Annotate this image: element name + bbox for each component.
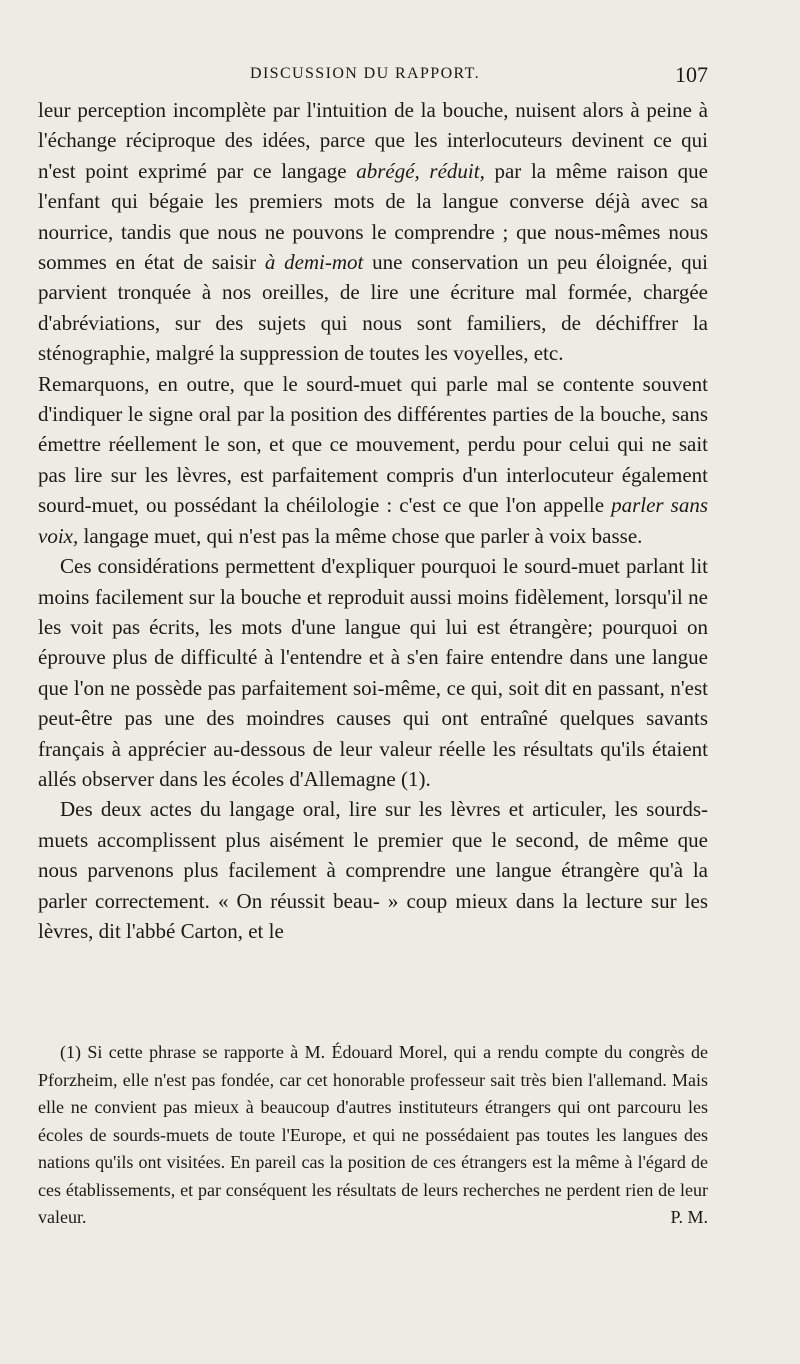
emphasis-abrege-reduit: abrégé, réduit, (356, 158, 485, 183)
paragraph-3: Ces considérations permettent d'expliquer pourquoi le sourd-muet parlant lit moins facilement sur la bouche et reproduit aussi moins fidèlement, lorsqu'il ne les voit pas écrits, les mots d'une langue qui lui est étrangère; pourquoi on éprouve plus de difficulté à l'entendre et à s'en faire entendre dans une langue que l'on ne possède pas parfaitement soi-même, ce qui, soit dit en passant, n'est peut-être pas une des moindres causes qui ont entraîné quelques savants français à apprécier au-dessous de leur valeur réelle les résultats qu'ils étaient allés observer dans les écoles d'Allemagne (1). (38, 554, 708, 791)
paragraph-4: Des deux actes du langage oral, lire sur les lèvres et articuler, les sourds-muets accomplissent plus aisément le premier que le second, de même que nous parvenons plus facilement à comprendre une langue étrangère qu'à la parler correctement. « On réussit beau- » coup mieux dans la lecture sur les lèvres, dit l'abbé Carton, et le (38, 797, 708, 943)
emphasis-parler-sans-voix: parler sans voix, (38, 493, 708, 548)
main-text (38, 95, 708, 946)
paragraph-1: leur perception incomplète par l'intuition de la bouche, nuisent alors à peine à l'échange réciproque des idées, parce que les interlocuteurs devinent ce qui n'est point exprimé par ce langage abrégé, réduit, par la même raison que l'enfant qui bégaie les premiers mots de la langue converse déjà avec sa nourrice, tandis que nous ne pouvons le comprendre ; que nous-mêmes nous sommes en état de saisir à demi-mot une conservation un peu éloignée, qui parvient tronquée à nos oreilles, de lire une écriture mal formée, chargée d'abréviations, sur des sujets qui nous sont familiers, de déchiffrer la sténographie, malgré la suppression de toutes les voyelles, etc. (38, 98, 708, 366)
emphasis-demi-mot: à demi-mot (264, 250, 364, 275)
footnote-text: (1) Si cette phrase se rapporte à M. Édouard Morel, qui a rendu compte du congrès de Pforzheim, elle n'est pas fondée, car cet honorable professeur sait très bien l'allemand. Mais elle ne convient pas mieux à beaucoup d'autres instituteurs étrangers qui ont parcouru les écoles de sourds-muets de toute l'Europe, et qui ne possédaient pas toutes les langues des nations qu'ils ont visitées. En pareil cas la position de ces étrangers est la même à l'égard de ces établissements, et par conséquent les résultats de leurs recherches ne perdent rien de leur valeur. P. M. (38, 1039, 708, 1232)
footnote-signature: P. M. (670, 1207, 708, 1227)
running-title: DISCUSSION DU RAPPORT. (250, 65, 481, 82)
page-header (38, 62, 708, 92)
paragraph-2: Remarquons, en outre, que le sourd-muet qui parle mal se contente souvent d'indiquer le signe oral par la position des différentes parties de la bouche, sans émettre réellement le son, et que ce mouvement, perdu pour celui qui ne sait pas lire sur les lèvres, est parfaitement compris d'un interlocuteur également sourd-muet, ou possédant la chéilologie : c'est ce que l'on appelle parler sans voix, langage muet, qui n'est pas la même chose que parler à voix basse. (38, 371, 708, 548)
page-number: 107 (675, 62, 708, 87)
footnote (38, 1039, 708, 1232)
